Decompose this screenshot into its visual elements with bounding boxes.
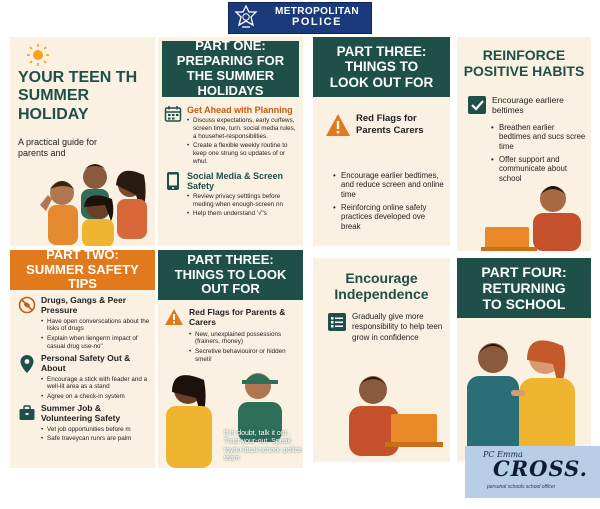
no-drugs-icon [18, 296, 36, 352]
part-two-card [10, 250, 155, 468]
planning-title: Get Ahead with Planning [187, 105, 293, 115]
reinforce-bullet: • Offer support and communicate about school [491, 155, 587, 183]
signature-surname: CROSS. [493, 456, 588, 481]
logo-line2: POLICE [292, 16, 342, 29]
reinforce-title: REINFORCE POSITIVE HABITS [463, 47, 585, 80]
reinforce-lead: Encourage earliere beltimes [492, 95, 564, 116]
crest-icon [229, 3, 263, 33]
social-media-title: Social Media & Screen Safety [187, 170, 284, 191]
briefcase-icon [18, 404, 36, 444]
teen-laptop-illustration [481, 177, 591, 251]
signature-box [465, 446, 600, 498]
teen-laptop-illustration [333, 368, 443, 462]
cover-card [10, 37, 155, 246]
planning-bullet: • Create a flexible weekly routine to keep one strung so updates of or whul. [187, 142, 300, 166]
reinforce-card [457, 37, 591, 251]
drugs-bullet: • Have open converscations about the lisks of drugs [41, 318, 152, 334]
red-flag-bullet: • Encourage earlier bedtimes, and reduce screen and online time [333, 171, 445, 199]
reinforce-bullet: • Breathen earlier bedtimes and sucs scree time [491, 123, 587, 151]
part-three-mid-card [158, 250, 303, 468]
social-media-bullet: • Help them understand ’√"s [187, 210, 300, 218]
signature-name: PC Emma [483, 450, 523, 459]
part-three-mid-header: PART THREE: THINGS TO LOOK OUT FOR [158, 250, 303, 300]
part-three-mid-subtitle: Red Flags for Parents & Carers [189, 307, 286, 327]
warning-icon [325, 113, 351, 137]
part-three-top-subtitle: Red Flags for Parents Carers [356, 113, 424, 136]
drugs-bullet: • Explain when liengerm impact of casual drug use-no" [41, 335, 152, 351]
checkbox-icon [467, 95, 487, 115]
signature-role: personal schools school officer [487, 484, 556, 490]
part-three-top-header: PART THREE: THINGS TO LOOK OUT FOR [313, 37, 450, 97]
met-police-logo [228, 2, 372, 34]
cover-title: YOUR TEEN TH SUMMER HOLIDAY [18, 69, 138, 123]
location-pin-icon [18, 354, 36, 402]
phone-icon [164, 171, 182, 220]
cover-subtitle: A practical guide for parents and [18, 137, 98, 158]
part-three-top-card [313, 37, 450, 246]
independence-title: Encourage Independence [334, 270, 429, 303]
independence-text: Gradually give more responsibility to help teen grow in confidence [352, 312, 443, 342]
red-flag-bullet: • Reinforcing online safety practices developed ove break [333, 203, 445, 231]
part-one-header: PART ONE: PREPARING FOR THE SUMMER HOLIDAYS [162, 41, 299, 97]
part-two-header: PART TWO: SUMMER SAFETY TIPS [10, 250, 155, 290]
job-safety-bullet: • Vet job opportunities before m [41, 426, 152, 434]
personal-safety-title: Personal Safety Out & About [41, 352, 131, 373]
part-four-card [457, 258, 591, 462]
teens-illustration [40, 155, 155, 246]
calendar-icon [164, 105, 182, 168]
personal-safety-bullet: • Agree on a check-in system [41, 393, 152, 401]
red-flag-bullet: • New, unexplained possessions (frainers, rhoney) [189, 331, 300, 347]
red-flag-bullet: • Secretive behaviouiror or hidden smeti! [189, 348, 300, 364]
independence-card [313, 258, 450, 462]
warning-icon [164, 308, 184, 365]
drugs-title: Drugs, Gangs & Peer Pressure [41, 295, 127, 315]
student-parent-illustration [457, 324, 591, 462]
job-safety-title: Summer Job & Volunteering Safety [41, 403, 121, 423]
checklist-icon [327, 312, 347, 343]
sun-icon [26, 43, 50, 67]
social-media-bullet: • Review privacy setttings before meding when enough-screen nn [187, 193, 300, 209]
logo-line1: METROPOLITAN [274, 5, 360, 17]
part-three-mid-footer: If in doubt, talk it out . Trust your-out. Speak toyou local school. police team [224, 430, 302, 463]
part-one-card [158, 37, 303, 246]
job-safety-bullet: • Safe traveycan runrs are palm [41, 435, 152, 443]
part-four-header: PART FOUR: RETURNING TO SCHOOL [457, 258, 591, 318]
planning-bullet: • Discuss expectations, early curfews, screen time, turn. social media rules, a househet-responsiblities. [187, 117, 300, 141]
personal-safety-bullet: • Encourage a stick with feader and a well-lit area as a stand [41, 376, 152, 392]
